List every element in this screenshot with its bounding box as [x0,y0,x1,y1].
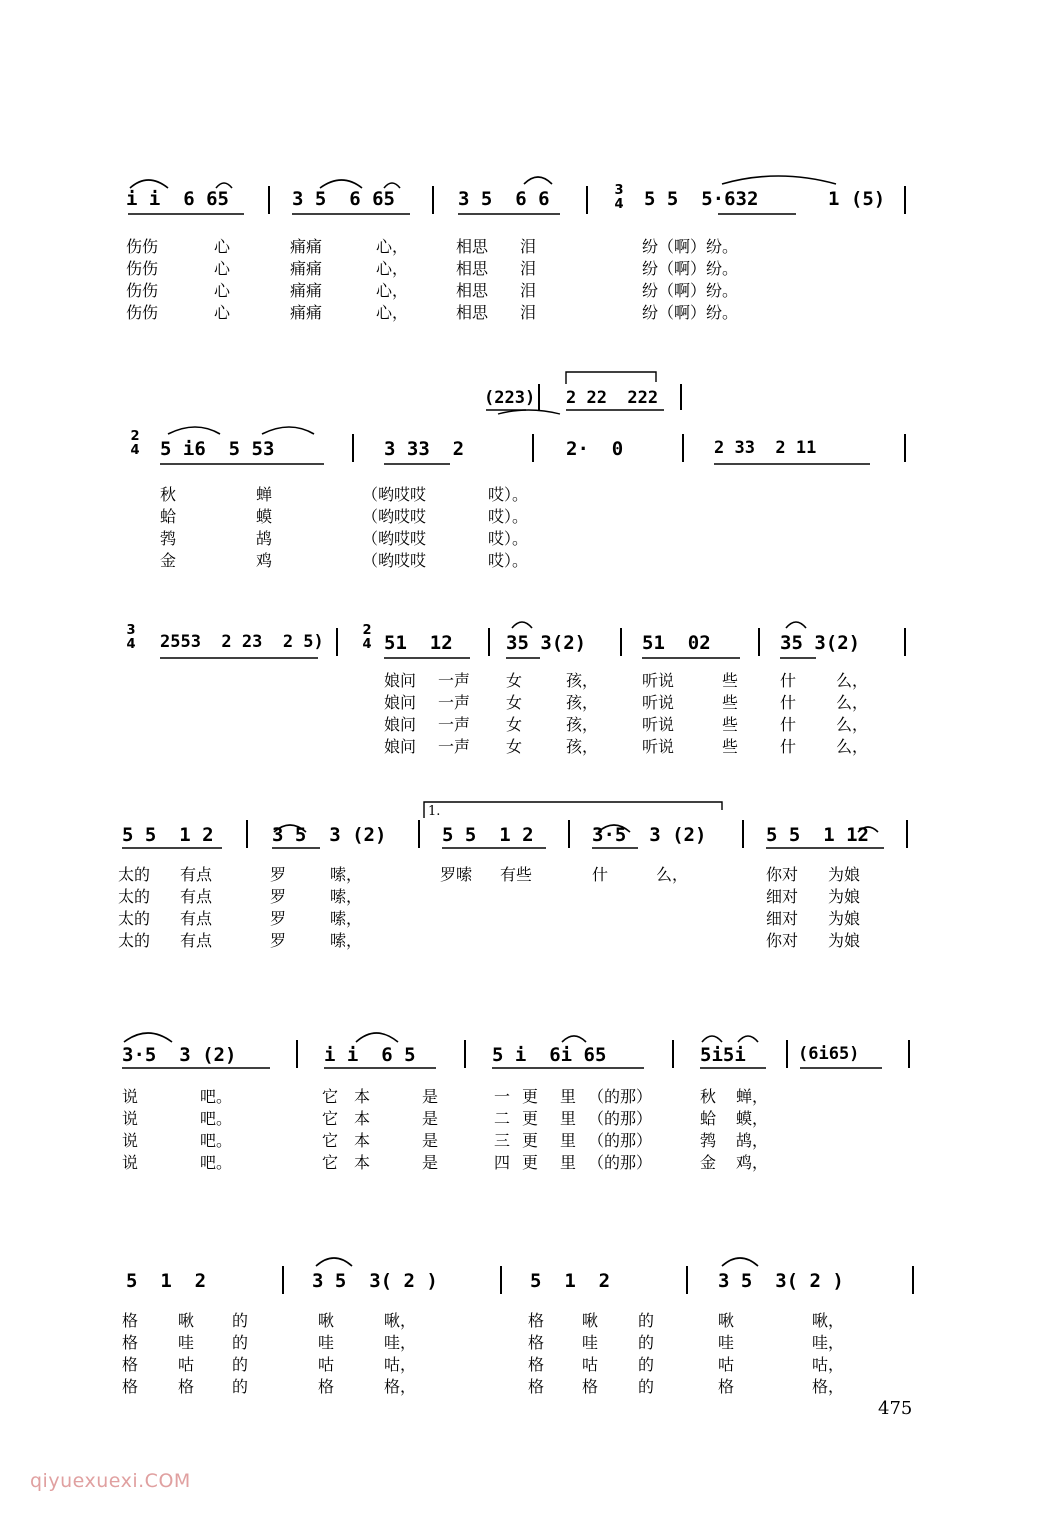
barline [418,820,420,848]
lyric: 说 [122,1131,139,1150]
lyric: 娘问 [384,737,417,756]
lyric: 咕 [178,1355,195,1374]
lyric: 更 [522,1109,539,1128]
lyric: 格 [122,1311,139,1330]
lyric: 你对 [766,931,799,950]
lyric: 心 [214,303,231,322]
slur-arcs [0,170,1054,230]
lyric: 有点 [180,887,213,906]
lyric: 哇 [582,1333,599,1352]
lyric-line [0,690,1054,712]
lyric: 哎）。 [488,529,529,548]
lyric-line [0,1330,1054,1352]
lyric: 心， [376,259,409,278]
lyric: 么， [836,671,869,690]
barline [906,820,908,848]
lyric: 泪 [520,281,537,300]
page-number: 475 [878,1398,913,1419]
barline [672,1040,674,1068]
lyric-line [0,1308,1054,1330]
lyric: 哇， [812,1333,845,1352]
lyric: 太的 [118,865,151,884]
lyric: 说 [122,1087,139,1106]
barline [282,1266,284,1294]
lyric: 娘问 [384,693,417,712]
lyric-line [0,548,1054,570]
measure: 3·5 3 (2) [592,824,707,846]
lyric-line [0,884,1054,906]
lyric: 太的 [118,887,151,906]
measure: 3 5 6 65 [292,188,395,210]
upper-variant: (223) [484,388,536,408]
time-signature: 2 4 [130,429,140,458]
lyric: （哟哎哎 [362,507,427,526]
lyric: 咕 [318,1355,335,1374]
lyric: 听说 [642,737,675,756]
lyric: 伤伤 [126,303,159,322]
lyric: 本 [354,1153,371,1172]
lyric: 哎）。 [488,551,529,570]
lyric: 蝉 [256,485,273,504]
lyric: 什 [780,737,797,756]
measure: i i 6 5 [324,1044,416,1066]
lyric: 听说 [642,715,675,734]
measure: 5 i 6i 65 [492,1044,607,1066]
lyric: 相思 [456,281,489,300]
measure: 5 1 2 [530,1270,611,1292]
lyric-line [0,712,1054,734]
lyric: 鸪 [256,529,273,548]
lyric: 听说 [642,693,675,712]
lyric: 相思 [456,237,489,256]
time-signature: 3 4 [126,623,136,652]
lyric: 为娘 [828,909,861,928]
lyric: （的那） [588,1109,653,1128]
lyric: 纷（啊）纷。 [642,281,739,300]
lyric: 鸡， [736,1153,769,1172]
lyric: 孩， [566,715,599,734]
lyric: 么， [836,693,869,712]
measure: 3 5 3( 2 ) [718,1270,844,1292]
lyric: （的那） [588,1131,653,1150]
measure: 3 5 6 6 [458,188,550,210]
lyric: 一声 [438,671,471,690]
lyric: 是 [422,1153,439,1172]
lyric: 痛痛 [290,259,323,278]
lyric: 痛痛 [290,303,323,322]
lyric: 么， [656,865,689,884]
lyric: 有些 [500,865,533,884]
lyric-line [0,862,1054,884]
lyric: 里 [560,1087,577,1106]
lyric: 啾 [318,1311,335,1330]
lyric: 娘问 [384,671,417,690]
lyric: 吧。 [200,1131,233,1150]
lyric: 里 [560,1153,577,1172]
lyric: 哇， [384,1333,417,1352]
lyric: 格 [582,1377,599,1396]
lyric: 说 [122,1153,139,1172]
lyric-line [0,234,1054,256]
lyric: 里 [560,1109,577,1128]
lyric: 是 [422,1087,439,1106]
lyric-line [0,928,1054,950]
lyric: 哇 [178,1333,195,1352]
lyric-line [0,668,1054,690]
lyric: 格 [528,1333,545,1352]
barline [786,1040,788,1068]
measure: i i 6 65 [126,188,229,210]
lyric: 四 [494,1153,511,1172]
time-signature: 2 4 [362,623,372,652]
lyric: 一声 [438,715,471,734]
lyric: 女 [506,737,523,756]
lyric: 伤伤 [126,259,159,278]
lyric: 为娘 [828,887,861,906]
lyric: 啾 [178,1311,195,1330]
lyric: 哇 [718,1333,735,1352]
lyric: 是 [422,1109,439,1128]
lyric: 一 [494,1087,511,1106]
lyric: （的那） [588,1153,653,1172]
lyric: 格 [528,1355,545,1374]
lyric-line [0,1374,1054,1396]
lyric: 为娘 [828,931,861,950]
lyric: 格 [122,1377,139,1396]
lyric: 嗦， [330,865,363,884]
lyric: 相思 [456,259,489,278]
lyric: 有点 [180,865,213,884]
lyric: 孩， [566,671,599,690]
lyric-line [0,526,1054,548]
lyric: 纷（啊）纷。 [642,303,739,322]
lyric: 的 [638,1355,655,1374]
lyric: 啾， [384,1311,417,1330]
lyric: 更 [522,1153,539,1172]
barline [912,1266,914,1294]
lyric: 相思 [456,303,489,322]
upper-variant: 2 22 222 [566,388,659,408]
slur-arcs [0,370,1054,490]
lyric: 罗 [270,887,287,906]
lyric: 啾， [812,1311,845,1330]
lyric: 纷（啊）纷。 [642,237,739,256]
lyric: 它 [322,1109,339,1128]
lyric: 啾 [718,1311,735,1330]
lyric: 格， [384,1377,417,1396]
measure: 2· 0 [566,438,624,460]
lyric: 蛤 [700,1109,717,1128]
lyric: （哟哎哎 [362,551,427,570]
lyric: 吧。 [200,1109,233,1128]
lyric: 心， [376,237,409,256]
lyric: （哟哎哎 [362,485,427,504]
lyric: 里 [560,1131,577,1150]
lyric-line [0,256,1054,278]
lyric: （哟哎哎 [362,529,427,548]
lyric: 它 [322,1087,339,1106]
lyric: 么， [836,715,869,734]
lyric-line [0,1106,1054,1128]
lyric: 格 [528,1311,545,1330]
lyric: 本 [354,1131,371,1150]
measure: 5 5 1 12 [766,824,869,846]
measure: 51 02 [642,632,711,654]
lyric: 听说 [642,671,675,690]
lyric: 心， [376,281,409,300]
lyric: 女 [506,671,523,690]
lyric: 更 [522,1131,539,1150]
lyric: 啾 [582,1311,599,1330]
lyric: 金 [160,551,177,570]
lyric-line [0,906,1054,928]
lyric: 蝉， [736,1087,769,1106]
lyric-line [0,504,1054,526]
lyric: 有点 [180,909,213,928]
lyric: 的 [232,1377,249,1396]
lyric: 太的 [118,909,151,928]
measure: 2553 2 23 2 5) [160,632,324,652]
lyric: 伤伤 [126,281,159,300]
lyric-line [0,482,1054,504]
measure: 3 33 2 [384,438,465,460]
lyric: 它 [322,1153,339,1172]
lyric: 孩， [566,737,599,756]
lyric: 本 [354,1109,371,1128]
measure: 5 i6 5 53 [160,438,275,460]
lyric: 的 [232,1311,249,1330]
lyric: 些 [722,715,739,734]
measure: 5 5 5·632 [644,188,759,210]
lyric: 鹁 [700,1131,717,1150]
lyric: 二 [494,1109,511,1128]
lyric: 蛤 [160,507,177,526]
lyric: 吧。 [200,1153,233,1172]
lyric: 它 [322,1131,339,1150]
barline [296,1040,298,1068]
measure: 35 3(2) [780,632,861,654]
measure: 5i5i [700,1044,746,1066]
volta-label: 1. [428,804,441,819]
lyric: 格 [122,1355,139,1374]
lyric: 蟆 [256,507,273,526]
lyric: 痛痛 [290,237,323,256]
lyric: 金 [700,1153,717,1172]
lyric: 什 [780,693,797,712]
lyric: 心 [214,237,231,256]
slur-arcs [0,612,1054,672]
lyric: 哇 [318,1333,335,1352]
lyric: 孩， [566,693,599,712]
lyric: 的 [232,1333,249,1352]
lyric: 格 [528,1377,545,1396]
lyric: 罗嗦 [440,865,473,884]
measure: 2 33 2 11 [714,438,817,458]
barline [686,1266,688,1294]
lyric: 一声 [438,693,471,712]
lyric: 鹁 [160,529,177,548]
lyric: 什 [780,671,797,690]
lyric: 罗 [270,931,287,950]
lyric: 心 [214,281,231,300]
lyric: 你对 [766,865,799,884]
lyric: 纷（啊）纷。 [642,259,739,278]
time-signature: 3 4 [614,183,624,212]
lyric-line [0,734,1054,756]
measure: 3 5 3( 2 ) [312,1270,438,1292]
lyric: 些 [722,737,739,756]
lyric-line [0,300,1054,322]
lyric: 泪 [520,237,537,256]
lyric: 什 [592,865,609,884]
watermark: qiyuexuexi.COM [30,1470,191,1492]
lyric: 秋 [700,1087,717,1106]
lyric: 蟆， [736,1109,769,1128]
lyric: 些 [722,671,739,690]
lyric: 伤伤 [126,237,159,256]
lyric: 罗 [270,865,287,884]
lyric: 有点 [180,931,213,950]
lyric: 鸪， [736,1131,769,1150]
measure: 5 1 2 [126,1270,207,1292]
barline [568,820,570,848]
lyric-line [0,1084,1054,1106]
lyric: 格 [178,1377,195,1396]
lyric: 为娘 [828,865,861,884]
lyric: 格 [122,1333,139,1352]
lyric: 嗦， [330,909,363,928]
measure: 1 (5) [828,188,886,210]
lyric: （的那） [588,1087,653,1106]
lyric: 秋 [160,485,177,504]
measure: 5 5 1 2 [122,824,214,846]
lyric: 说 [122,1109,139,1128]
measure: 3 5 3 (2) [272,824,387,846]
lyric: 格 [318,1377,335,1396]
lyric: 的 [232,1355,249,1374]
lyric: 鸡 [256,551,273,570]
lyric: 些 [722,693,739,712]
lyric: 哎）。 [488,507,529,526]
lyric: 咕 [582,1355,599,1374]
lyric: 咕， [812,1355,845,1374]
lyric: 罗 [270,909,287,928]
lyric: 嗦， [330,887,363,906]
lyric: 吧。 [200,1087,233,1106]
measure: 51 12 [384,632,453,654]
lyric: 痛痛 [290,281,323,300]
lyric: 细对 [766,887,799,906]
lyric: 咕， [384,1355,417,1374]
lyric-line [0,1352,1054,1374]
measure: 3·5 3 (2) [122,1044,237,1066]
barline [908,1040,910,1068]
lyric: 格 [718,1377,735,1396]
lyric: 的 [638,1377,655,1396]
lyric: 本 [354,1087,371,1106]
lyric: 什 [780,715,797,734]
barline [246,820,248,848]
lyric-line [0,1150,1054,1172]
lyric: 女 [506,693,523,712]
lyric: 心， [376,303,409,322]
lyric: 三 [494,1131,511,1150]
lyric: 么， [836,737,869,756]
measure: 5 5 1 2 [442,824,534,846]
lyric: 娘问 [384,715,417,734]
lyric: 哎）。 [488,485,529,504]
lyric: 咕 [718,1355,735,1374]
lyric: 心 [214,259,231,278]
lyric-line [0,278,1054,300]
lyric-line [0,1128,1054,1150]
barline [464,1040,466,1068]
lyric: 是 [422,1131,439,1150]
lyric: 一声 [438,737,471,756]
barline [500,1266,502,1294]
lyric: 泪 [520,259,537,278]
lyric: 女 [506,715,523,734]
lyric: 泪 [520,303,537,322]
lyric: 细对 [766,909,799,928]
lyric: 太的 [118,931,151,950]
measure: 35 3(2) [506,632,587,654]
lyric: 的 [638,1311,655,1330]
measure: (6i65) [798,1044,860,1064]
lyric: 更 [522,1087,539,1106]
barline [742,820,744,848]
lyric: 的 [638,1333,655,1352]
lyric: 格， [812,1377,845,1396]
lyric: 嗦， [330,931,363,950]
